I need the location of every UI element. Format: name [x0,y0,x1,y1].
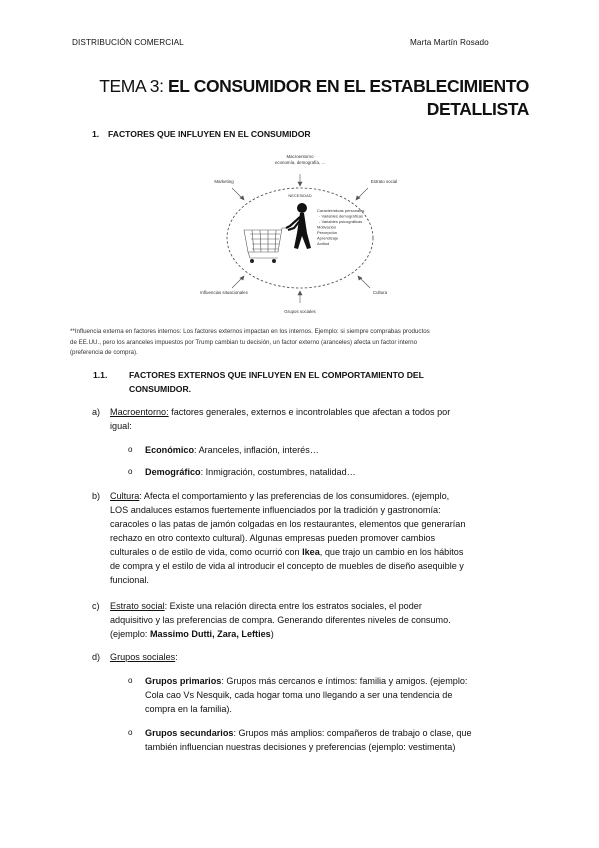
item-b-line1 [110,489,449,503]
title-line2: DETALLISTA [426,99,529,119]
estrato-label: Estrato social [370,179,398,184]
item-c-line3-pre: (ejemplo: [110,629,150,639]
item-b-term: Cultura [110,491,140,501]
item-d-sub1-line2: Cola cao Vs Nesquik, cada hogar toma uno llegando a ser una tendencia de [145,690,453,700]
item-a-line1 [110,405,450,419]
item-c-letter: c) [92,601,100,611]
item-d-letter: d) [92,652,101,662]
macro-label-2: economía, demografía, ... [274,160,326,165]
item-d-sub2-line1 [145,726,472,740]
item-b-line4: rechazo en otro contexto cultural). Algunas empresas pueden promover cambios [110,533,436,543]
item-c-line3-post: ) [270,629,274,639]
arrow-cultura [360,278,370,288]
item-b-line2: LOS andaluces estamos fuertemente influenciados por la tradición y gastronomía: [110,505,441,515]
item-b-line5 [110,545,463,559]
item-b-text1: : Afecta el comportamiento y las preferencias de los consumidores. (ejemplo, [139,491,450,501]
trait-1: Características personales [317,208,365,213]
section11-heading-2: CONSUMIDOR. [129,384,192,394]
item-c-line1 [110,599,422,613]
item-a-sub2-bold: Demográfico [145,467,201,477]
item-a-sub1 [145,443,319,457]
grupos-label: Grupos sociales [284,309,316,314]
item-d-term: Grupos sociales [110,652,176,662]
title-prefix: TEMA 3: [99,76,168,96]
item-b-line5-post: , que trajo un cambio en los hábitos [319,547,464,557]
item-d-sub2-text1: : Grupos más amplios: compañeros de trabajo o clase, que [233,728,472,738]
page-title-line2 [427,98,529,121]
item-c-text1: : Existe una relación directa entre los estratos sociales, el poder [164,601,422,611]
item-a-sub2-text: : Inmigración, costumbres, natalidad… [200,467,356,477]
item-d-colon: : [175,652,178,662]
item-a-term: Macroentorno: [110,407,169,417]
bullet-icon: o [128,728,133,737]
bullet-icon: o [128,467,133,476]
necesidad-label: NECESIDAD [288,193,312,198]
marketing-label: Marketing [214,179,234,184]
item-a-sub1-bold: Económico [145,445,195,455]
arrow-marketing [232,188,242,198]
section1-heading: FACTORES QUE INFLUYEN EN EL CONSUMIDOR [108,129,311,139]
trait-2: - Variables demográficas [319,213,363,219]
trait-4: Motivación [317,224,337,230]
item-a-text2: igual: [110,421,132,431]
arrow-situacionales [232,278,242,288]
item-b-line5-pre: culturales o de estilo de vida, como ocurrió con [110,547,303,557]
item-c-line3 [110,627,274,641]
item-b-line3: caracoles o las patas de jamón colgadas en los restaurantes, elementos que generarían [110,519,466,529]
situacionales-label: Influencias situacionales [200,290,248,295]
page-title [99,75,529,98]
bullet-icon: o [128,676,133,685]
arrow-estrato [358,188,368,198]
item-d-sub1-text1: : Grupos más cercanos e íntimos: familia y amigos. (ejemplo: [221,676,468,686]
item-c-line2: adquisitivo y las preferencias de compra. Generando diferentes niveles de consumo. [110,615,451,625]
footnote-line2: de EE.UU., pero los aranceles impuestos por Trump cambian tu decisión, un factor externo (aranceles) afecta un factor interno [70,338,418,346]
cultura-label: Cultura [372,290,388,295]
item-c-term: Estrato social [110,601,165,611]
trait-3: - Variables psicográficas [319,219,363,224]
item-d-sub1-line3: compra en la familia). [145,704,232,714]
item-b-letter: b) [92,491,101,501]
macro-label-1: Macroentorno [286,154,314,159]
item-c-line3-bold: Massimo Dutti, Zara, Lefties [149,629,271,639]
item-a-sub2 [145,465,356,479]
title-line1: EL CONSUMIDOR EN EL ESTABLECIMIENTO [168,76,529,96]
item-b-line6: de compra y el estilo de vida al introducir el concepto de muebles de diseño asequible y [110,561,464,571]
item-d-sub1-bold: Grupos primarios [145,676,222,686]
item-a-sub1-text: : Aranceles, inflación, interés… [194,445,319,455]
trait-7: Actitud [317,241,330,246]
bullet-icon: o [128,445,133,454]
header-author: Marta Martín Rosado [410,38,489,47]
item-a-letter: a) [92,407,101,417]
item-b-line7: funcional. [110,575,149,585]
section11-number: 1.1. [93,370,108,380]
shopping-cart-figure-icon [244,203,311,263]
trait-6: Aprendizaje [317,235,339,241]
footnote-line3: (preferencia de compra). [70,349,138,356]
section11-heading-1: FACTORES EXTERNOS QUE INFLUYEN EN EL COMPORTAMIENTO DEL [129,370,424,380]
section1-number: 1. [92,129,100,139]
item-a-text1: factores generales, externos e incontrolables que afectan a todos por [168,407,451,417]
arrow-head-grupos [298,291,302,295]
item-d-sub2-bold: Grupos secundarios [145,728,234,738]
footnote-line1: **Influencia externa en factores internos: Los factores externos impactan en los internos. Ejemplo: si siempre comprabas productos [70,328,430,335]
item-d-sub1-line1 [145,674,467,688]
item-d-line1 [110,650,178,664]
arrow-head-macro [298,182,302,186]
consumer-factors-diagram [190,148,410,323]
header-subject: DISTRIBUCIÓN COMERCIAL [72,38,184,47]
item-d-sub2-line2: también influencian nuestras decisiones y preferencias (ejemplo: vestimenta) [145,742,456,752]
trait-5: Percepción [317,230,338,235]
item-b-line5-bold: Ikea [302,547,320,557]
